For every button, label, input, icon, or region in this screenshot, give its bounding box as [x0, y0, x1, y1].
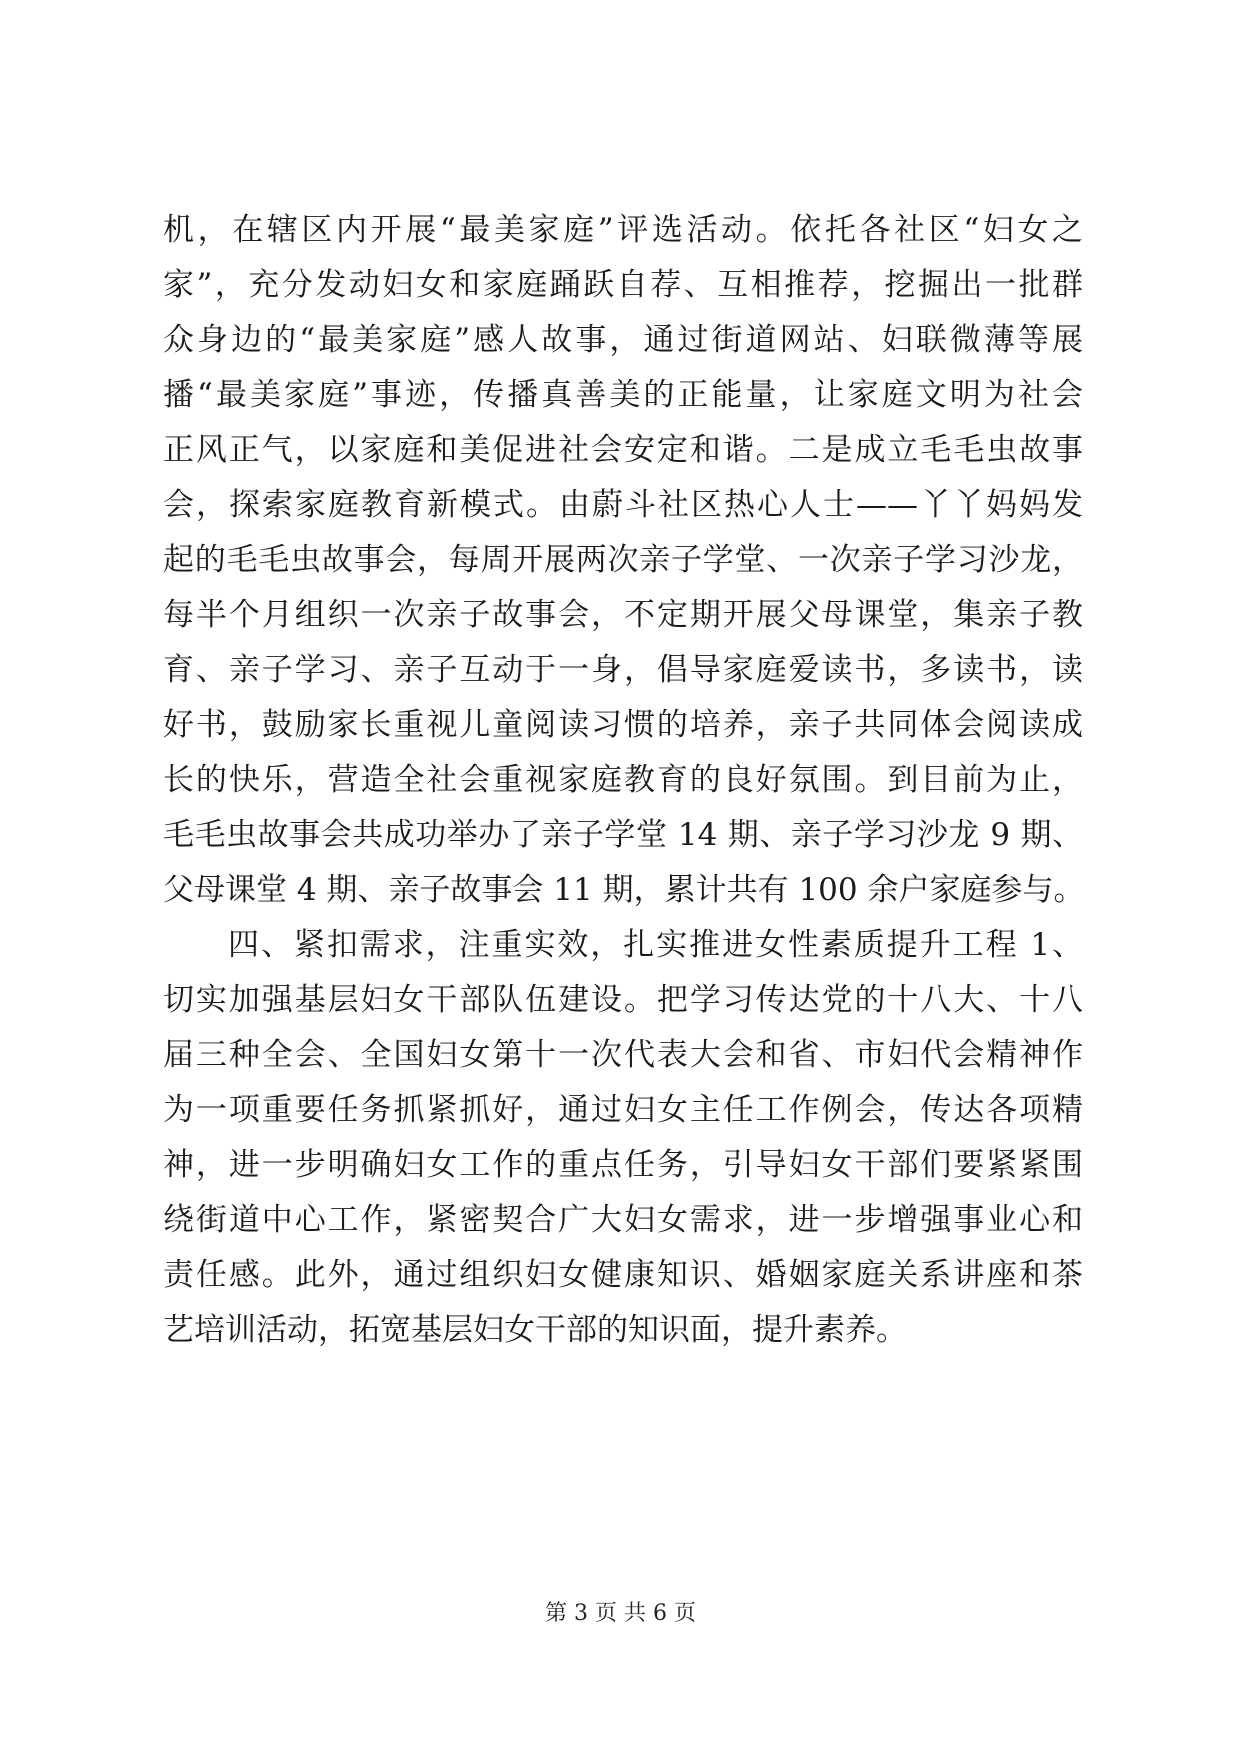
- body-text-line: 届三种全会、全国妇女第十一次代表大会和省、市妇代会精神作: [163, 1037, 1083, 1073]
- body-text-line: 会，探索家庭教育新模式。由蔚斗社区热心人士——丫丫妈妈发: [163, 487, 1083, 523]
- page-footer: 第 3 页 共 6 页: [545, 1601, 696, 1626]
- body-text-line: 家”，充分发动妇女和家庭踊跃自荐、互相推荐，挖掘出一批群: [163, 267, 1083, 303]
- body-text-line: 育、亲子学习、亲子互动于一身，倡导家庭爱读书，多读书，读: [163, 652, 1083, 688]
- body-text-line: 长的快乐，营造全社会重视家庭教育的良好氛围。到目前为止，: [163, 762, 1083, 798]
- body-text-line: 神，进一步明确妇女工作的重点任务，引导妇女干部们要紧紧围: [163, 1147, 1083, 1183]
- body-text-line: 切实加强基层妇女干部队伍建设。把学习传达党的十八大、十八: [163, 982, 1083, 1018]
- body-text-line: 艺培训活动，拓宽基层妇女干部的知识面，提升素养。: [163, 1312, 907, 1348]
- body-text-line: 好书，鼓励家长重视儿童阅读习惯的培养，亲子共同体会阅读成: [163, 707, 1083, 743]
- section-heading-line: 四、紧扣需求，注重实效，扎实推进女性素质提升工程 1、: [228, 927, 1083, 963]
- body-text-line: 播“最美家庭”事迹，传播真善美的正能量，让家庭文明为社会: [163, 377, 1083, 413]
- body-text-line: 责任感。此外，通过组织妇女健康知识、婚姻家庭关系讲座和茶: [163, 1257, 1083, 1293]
- body-text-line: 正风正气，以家庭和美促进社会安定和谐。二是成立毛毛虫故事: [163, 432, 1083, 468]
- body-text-line: 父母课堂 4 期、亲子故事会 11 期，累计共有 100 余户家庭参与。: [163, 872, 1085, 908]
- body-text-line: 为一项重要任务抓紧抓好，通过妇女主任工作例会，传达各项精: [163, 1092, 1083, 1128]
- body-text-line: 毛毛虫故事会共成功举办了亲子学堂 14 期、亲子学习沙龙 9 期、: [163, 817, 1083, 853]
- body-text-line: 绕街道中心工作，紧密契合广大妇女需求，进一步增强事业心和: [163, 1202, 1083, 1238]
- body-text-line: 起的毛毛虫故事会，每周开展两次亲子学堂、一次亲子学习沙龙，: [163, 542, 1083, 578]
- body-text-line: 机，在辖区内开展“最美家庭”评选活动。依托各社区“妇女之: [163, 212, 1083, 248]
- body-text-line: 众身边的“最美家庭”感人故事，通过街道网站、妇联微薄等展: [163, 322, 1083, 358]
- body-text-line: 每半个月组织一次亲子故事会，不定期开展父母课堂，集亲子教: [163, 597, 1083, 633]
